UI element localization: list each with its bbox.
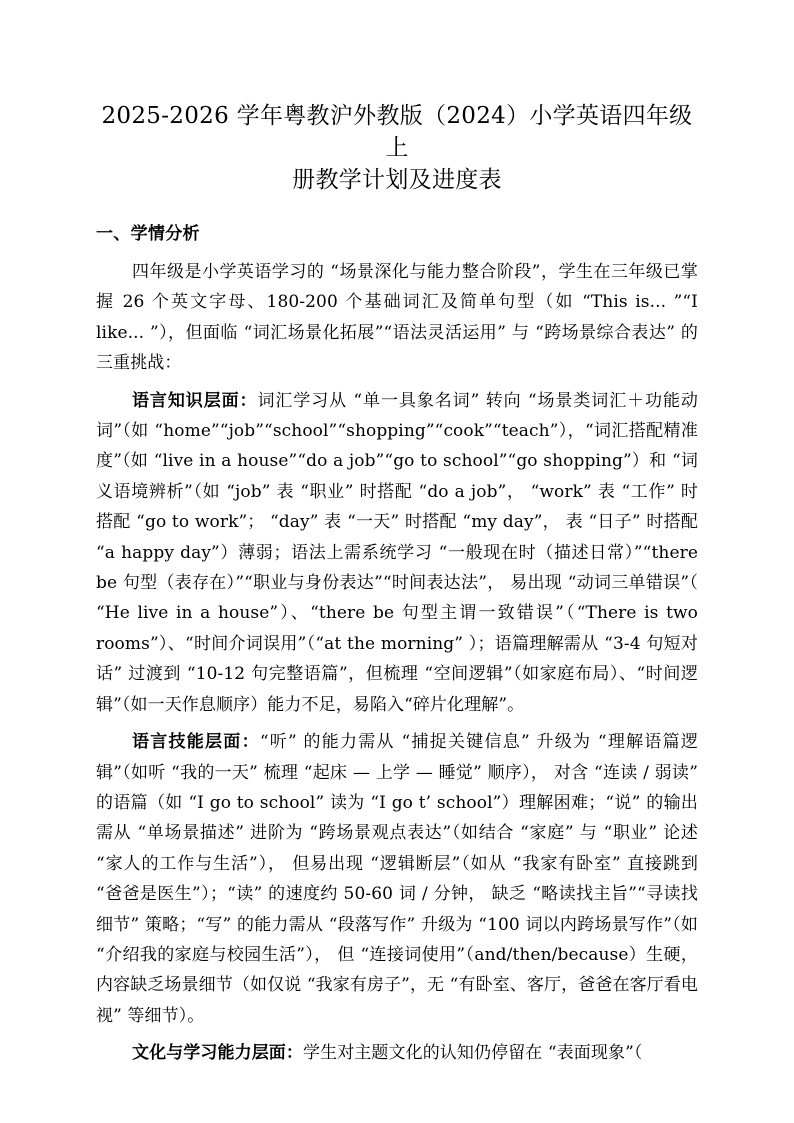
section-heading-learning-analysis: 一、学情分析 bbox=[96, 224, 200, 244]
language-knowledge-text: 词汇学习从 “单一具象名词” 转向 “场景类词汇＋功能动词”（如 “home”“job”“school”“shopping”“cook”“teach”），“词汇搭配精准度”（如 “live in a house”“do a job”“go to school”“go shopping”）和 “词义语境辨析”（如 “job” 表 “职业” 时搭配 “do a job”， “work” 表 “工作” 时搭配 “go to work”； “day” 表 “一天” 时搭配 “my day”， 表 “日子” 时搭配 “a happy day”）薄弱；语法上需系统学习 “一般现在时（描述日常）”“there be 句型（表存在）”“职业与身份表达”“时间表达法”， 易出现 “动词三单错误”（ “He live in a house”）、“there be 句型主谓一致错误”（“There is two rooms”）、“时间介词误用”（“at the morning” ）；语篇理解需从 “3-4 句短对话” 过渡到 “10-12 句完整语篇”，但梳理 “空间逻辑”（如家庭布局）、“时间逻辑”（如一天作息顺序）能力不足，易陷入“碎片化理解”。 bbox=[96, 390, 699, 715]
culture-paragraph bbox=[96, 1038, 698, 1068]
language-skill-paragraph bbox=[96, 727, 698, 1031]
title-line-2: 册教学计划及进度表 bbox=[292, 167, 502, 193]
language-skill-text: “听” 的能力需从 “捕捉关键信息” 升级为 “理解语篇逻辑”（如听 “我的一天” 梳理 “起床 — 上学 — 睡觉” 顺序）， 对含 “连读 / 弱读” 的语篇（如 “I go to school” 读为 “I go t’ school”）理解困难；“说” 的输出需从 “单场景描述” 进阶为 “跨场景观点表达”（如结合 “家庭” 与 “职业” 论述 “家人的工作与生活”）， 但易出现 “逻辑断层”（如从 “我家有卧室” 直接跳到 “爸爸是医生”）；“读” 的速度约 50-60 词 / 分钟， 缺乏 “略读找主旨”“寻读找细节” 策略；“写” 的能力需从 “段落写作” 升级为 “100 词以内跨场景写作”（如 “介绍我的家庭与校园生活”）， 但 “连接词使用”（and/then/because）生硬，内容缺乏场景细节（如仅说 “我家有房子”，无 “有卧室、客厅，爸爸在客厅看电视” 等细节）。 bbox=[96, 732, 699, 1026]
title-line-1: 2025-2026 学年粤教沪外教版（2024）小学英语四年级上 bbox=[101, 103, 693, 161]
culture-label: 文化与学习能力层面： bbox=[132, 1043, 303, 1064]
language-skill-label: 语言技能层面： bbox=[132, 732, 260, 753]
document-title bbox=[96, 100, 698, 196]
intro-paragraph: 四年级是小学英语学习的 “场景深化与能力整合阶段”，学生在三年级已掌握 26 个英文字母、180-200 个基础词汇及简单句型（如 “This is... ”“I like... ”），但面临 “词汇场景化拓展”“语法灵活运用” 与 “跨场景综合表达” 的三重挑战： bbox=[96, 262, 698, 374]
language-knowledge-label: 语言知识层面： bbox=[132, 390, 258, 411]
culture-text: 学生对主题文化的认知仍停留在 “表面现象”（ bbox=[303, 1043, 643, 1064]
language-knowledge-paragraph bbox=[96, 386, 698, 720]
